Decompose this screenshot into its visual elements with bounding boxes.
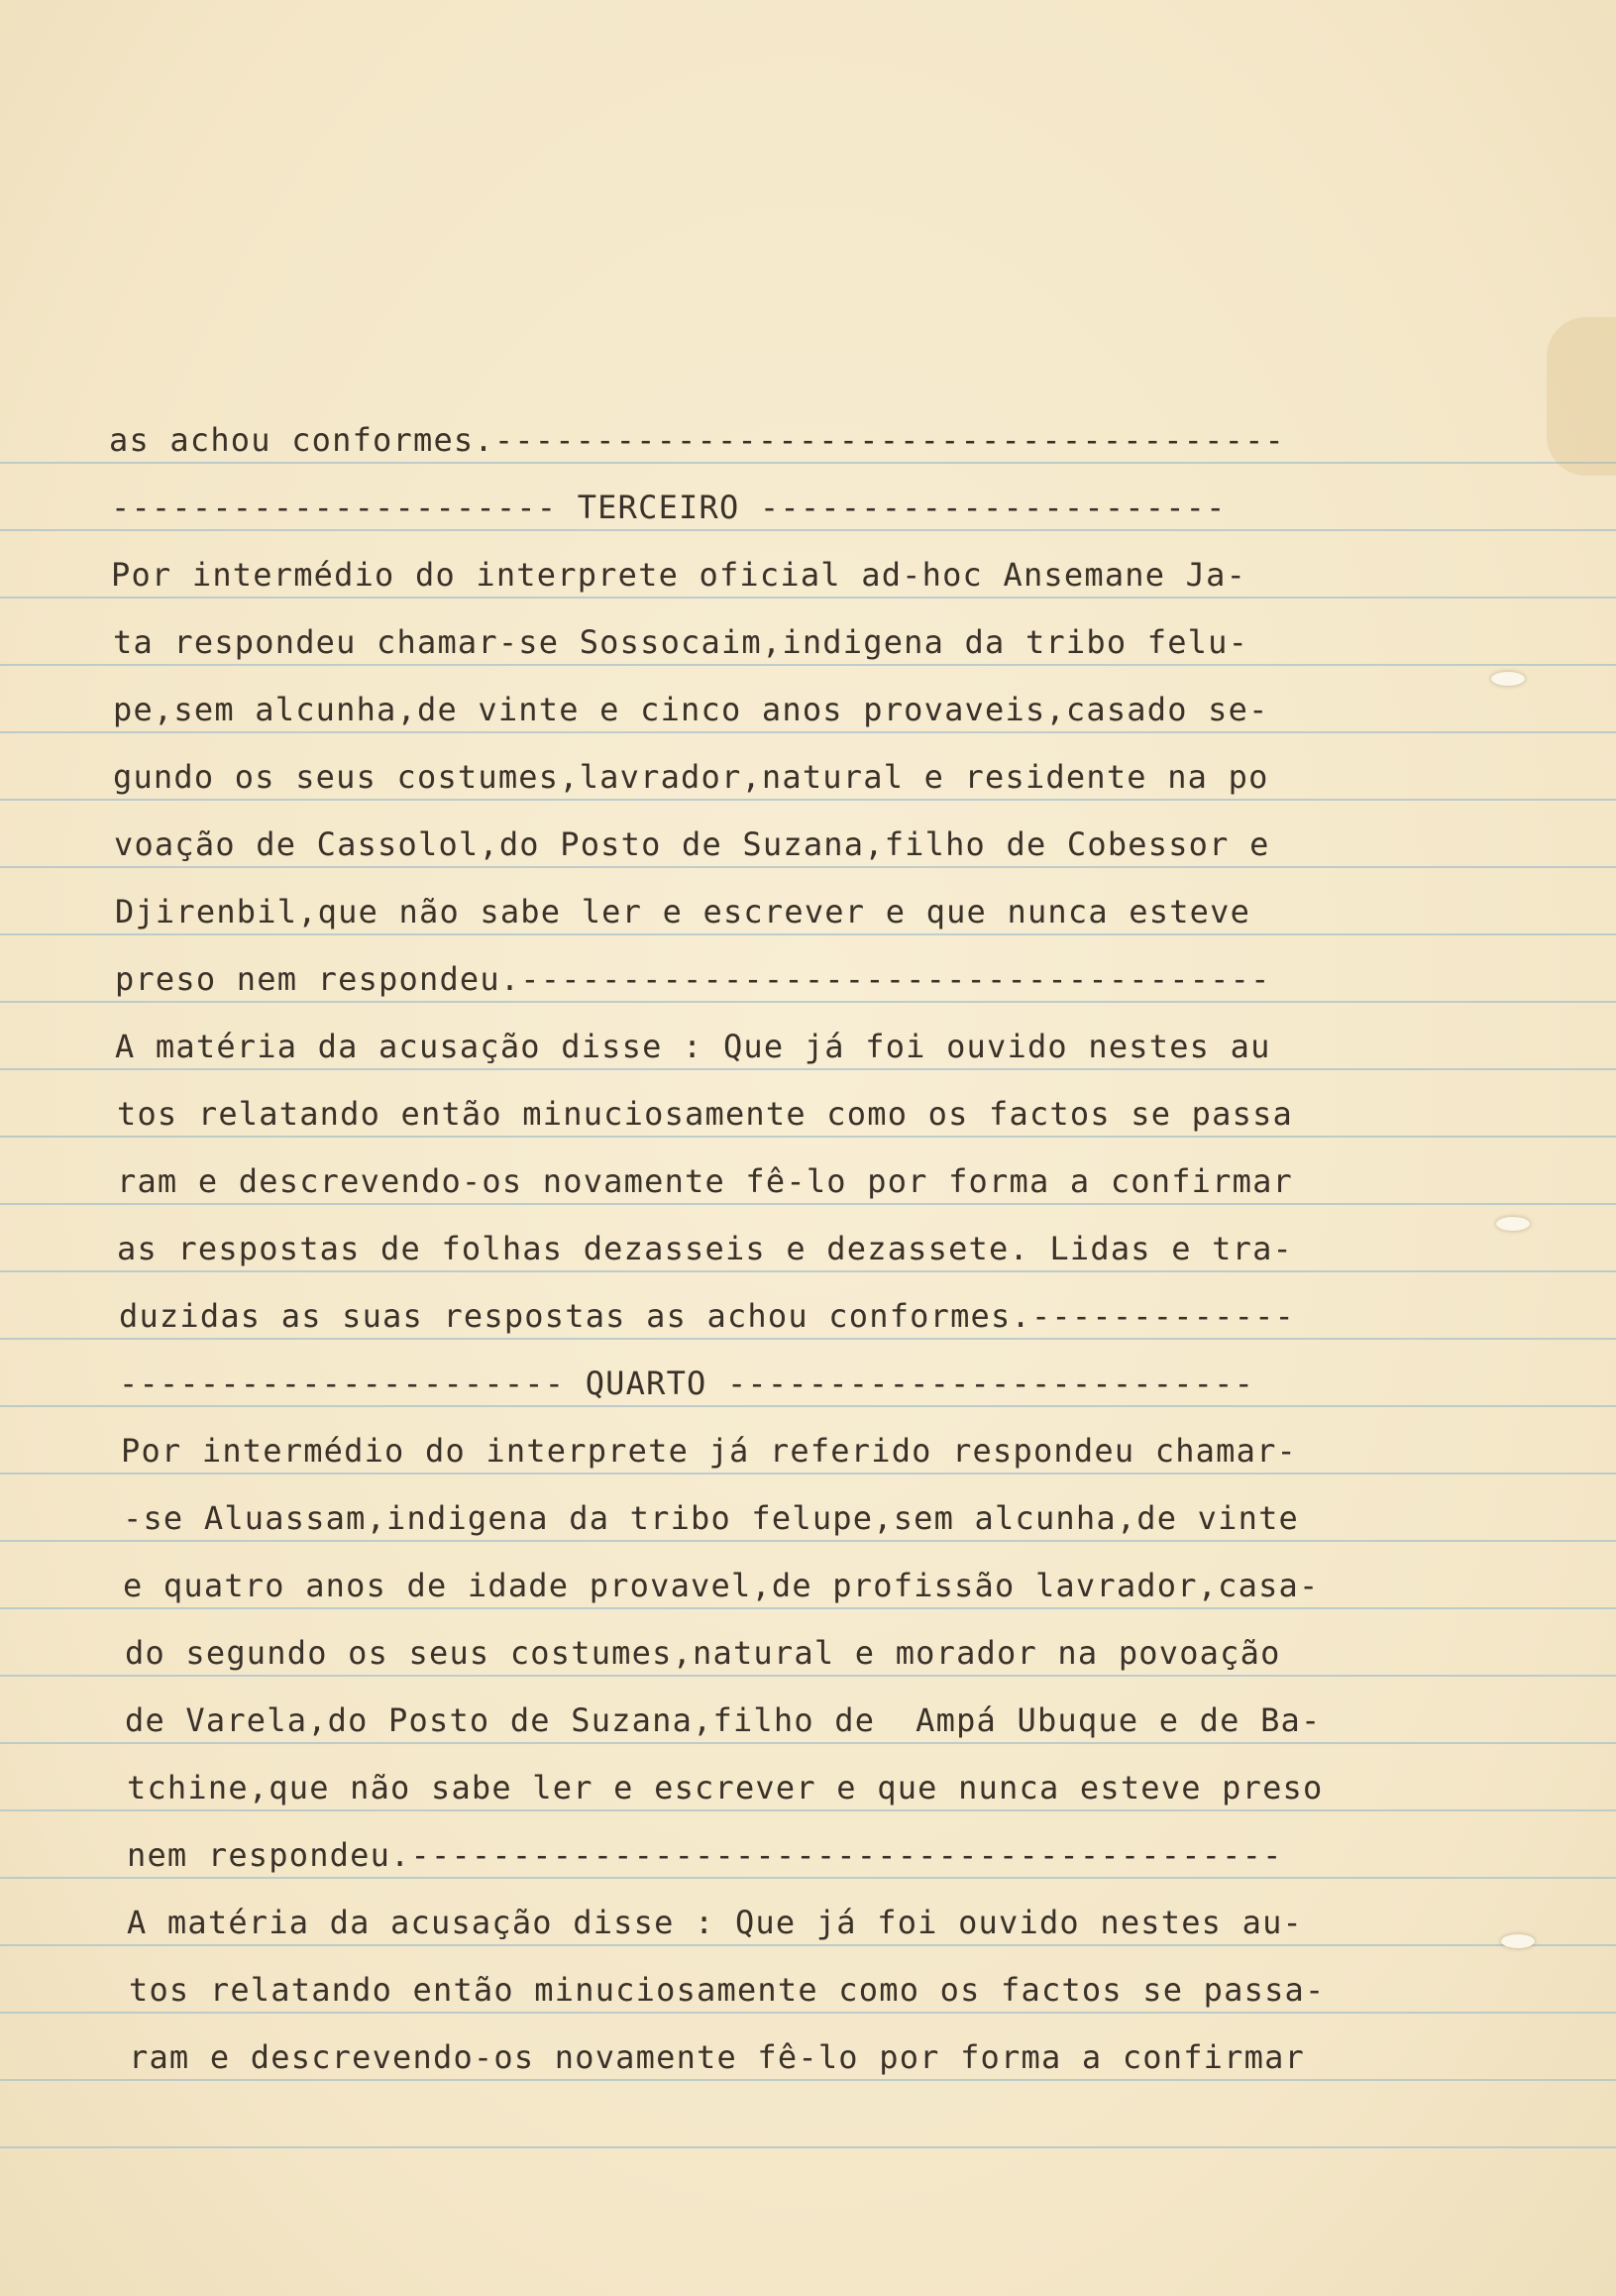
text-line: -se Aluassam,indigena da tribo felupe,sem alcunha,de vinte bbox=[123, 1499, 1300, 1537]
text-line: ta respondeu chamar-se Sossocaim,indigena da tribo felu- bbox=[113, 623, 1249, 661]
ruled-line bbox=[0, 462, 1616, 464]
ruled-line bbox=[0, 2146, 1616, 2148]
text-line: Por intermédio do interprete oficial ad-hoc Ansemane Ja- bbox=[111, 556, 1247, 594]
text-line: tos relatando então minuciosamente como os factos se passa- bbox=[129, 1971, 1326, 2009]
ruled-line bbox=[0, 2079, 1616, 2081]
text-line: A matéria da acusação disse : Que já foi ouvido nestes au bbox=[115, 1028, 1271, 1065]
text-line: tchine,que não sabe ler e escrever e que nunca esteve preso bbox=[127, 1769, 1324, 1806]
text-line: as respostas de folhas dezasseis e dezassete. Lidas e tra- bbox=[117, 1230, 1294, 1267]
ruled-line bbox=[0, 1001, 1616, 1003]
ruled-line bbox=[0, 529, 1616, 531]
section-heading-terceiro: ---------------------- TERCEIRO ----------------------- bbox=[111, 489, 1227, 526]
ruled-line bbox=[0, 1405, 1616, 1407]
ruled-line bbox=[0, 1203, 1616, 1205]
text-line: ram e descrevendo-os novamente fê-lo por forma a confirmar bbox=[117, 1162, 1294, 1200]
text-line: voação de Cassolol,do Posto de Suzana,filho de Cobessor e bbox=[114, 825, 1270, 863]
ruled-line bbox=[0, 1136, 1616, 1138]
ruled-line bbox=[0, 866, 1616, 868]
text-line: nem respondeu.------------------------------------------- bbox=[127, 1836, 1283, 1874]
text-line: Djirenbil,que não sabe ler e escrever e que nunca esteve bbox=[115, 893, 1251, 930]
ruled-line bbox=[0, 731, 1616, 733]
ruled-line bbox=[0, 1338, 1616, 1340]
ruled-line bbox=[0, 1742, 1616, 1744]
ruled-line bbox=[0, 664, 1616, 666]
ruled-line bbox=[0, 1675, 1616, 1677]
section-heading-quarto: ---------------------- QUARTO -------------------------- bbox=[119, 1365, 1255, 1402]
text-line: Por intermédio do interprete já referido respondeu chamar- bbox=[121, 1432, 1298, 1470]
binder-hole bbox=[1501, 1934, 1535, 1948]
edge-stain bbox=[1547, 317, 1616, 476]
binder-hole bbox=[1496, 1217, 1530, 1231]
text-line: do segundo os seus costumes,natural e morador na povoação bbox=[125, 1634, 1281, 1672]
ruled-line bbox=[0, 799, 1616, 801]
ruled-line bbox=[0, 1944, 1616, 1946]
ruled-line bbox=[0, 1473, 1616, 1475]
ruled-line bbox=[0, 597, 1616, 599]
text-line: ram e descrevendo-os novamente fê-lo por forma a confirmar bbox=[129, 2038, 1306, 2076]
text-line: as achou conformes.--------------------------------------- bbox=[109, 421, 1286, 459]
binder-hole bbox=[1491, 672, 1525, 686]
ruled-line bbox=[0, 2012, 1616, 2014]
ruled-line bbox=[0, 1540, 1616, 1542]
ruled-line bbox=[0, 1607, 1616, 1609]
text-line: preso nem respondeu.------------------------------------- bbox=[115, 960, 1271, 998]
text-line: duzidas as suas respostas as achou conformes.------------- bbox=[119, 1297, 1296, 1335]
text-line: e quatro anos de idade provavel,de profissão lavrador,casa- bbox=[123, 1567, 1320, 1604]
ruled-line bbox=[0, 1809, 1616, 1811]
text-line: pe,sem alcunha,de vinte e cinco anos provaveis,casado se- bbox=[113, 691, 1269, 728]
text-line: de Varela,do Posto de Suzana,filho de Ampá Ubuque e de Ba- bbox=[125, 1701, 1322, 1739]
text-line: tos relatando então minuciosamente como os factos se passa bbox=[117, 1095, 1294, 1133]
ruled-line bbox=[0, 1270, 1616, 1272]
ruled-line bbox=[0, 1068, 1616, 1070]
text-line: A matéria da acusação disse : Que já foi ouvido nestes au- bbox=[127, 1904, 1304, 1941]
ruled-line bbox=[0, 933, 1616, 935]
text-line: gundo os seus costumes,lavrador,natural e residente na po bbox=[113, 758, 1269, 796]
ruled-line bbox=[0, 1877, 1616, 1879]
